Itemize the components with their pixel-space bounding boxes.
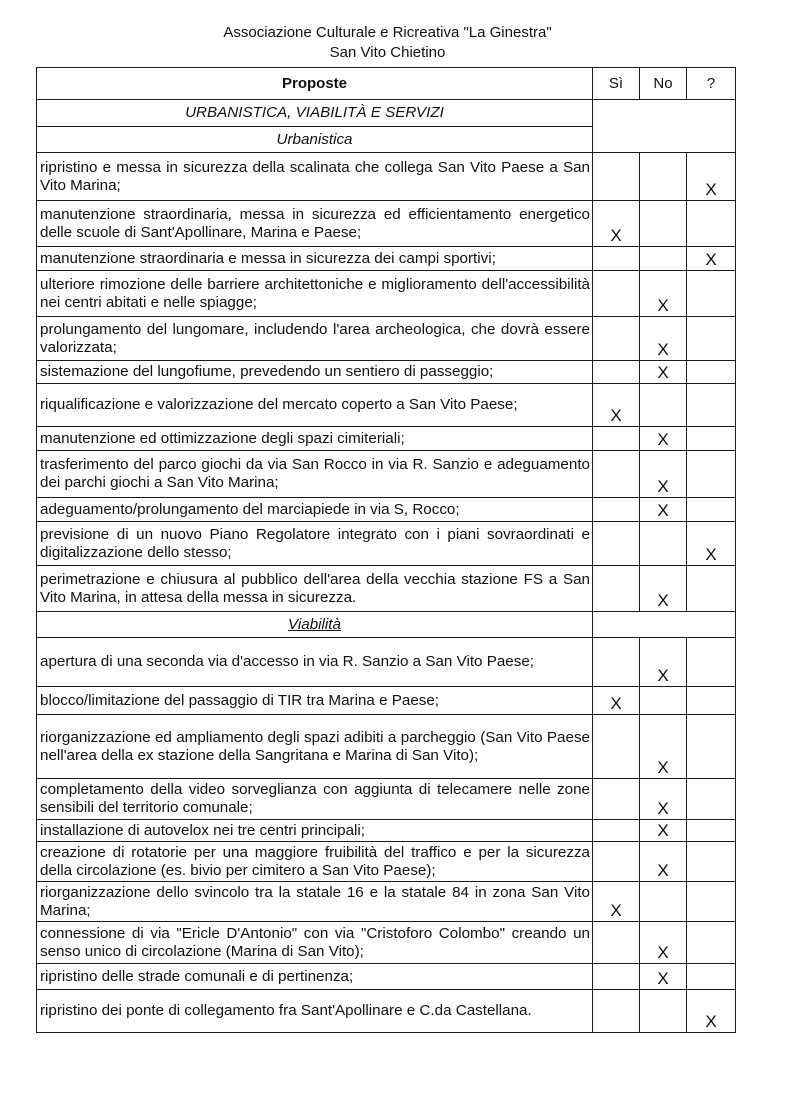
vote-cell-unknown: [687, 779, 736, 820]
vote-cell-unknown: [687, 990, 736, 1033]
vote-mark-yes: X: [610, 901, 622, 920]
table-row: [37, 427, 736, 451]
vote-mark-unknown: X: [705, 180, 717, 199]
vote-mark-yes: X: [610, 226, 622, 245]
table-row: [37, 882, 736, 922]
column-header-proposals: Proposte: [37, 68, 593, 100]
table-row: [37, 990, 736, 1033]
vote-cell-no: [640, 922, 687, 964]
proposal-text: completamento della video sorveglianza con aggiunta di telecamere nelle zone sensibili del territorio comunale;: [37, 779, 593, 820]
section-row: [37, 100, 736, 127]
proposals-table: [36, 67, 736, 1033]
column-header-no: No: [640, 68, 687, 100]
table-row: [37, 201, 736, 247]
town-name: San Vito Chietino: [329, 44, 446, 61]
table-row: [37, 566, 736, 612]
table-row: [37, 522, 736, 566]
vote-cell-no: [640, 779, 687, 820]
vote-cell-no: [640, 715, 687, 779]
proposal-text: prolungamento del lungomare, includendo l'area archeologica, che dovrà essere valorizzata;: [37, 317, 593, 361]
table-row: [37, 715, 736, 779]
vote-cell-no: [640, 820, 687, 842]
vote-cell-unknown: [687, 522, 736, 566]
vote-mark-no: X: [657, 296, 669, 315]
vote-cell-unknown: [687, 247, 736, 271]
vote-cell-yes: [593, 247, 640, 271]
group-title: Urbanistica: [37, 127, 593, 153]
vote-cell-yes: [593, 964, 640, 990]
vote-cell-no: [640, 842, 687, 882]
vote-cell-no: [640, 638, 687, 687]
vote-mark-no: X: [657, 477, 669, 496]
vote-cell-no: [640, 384, 687, 427]
vote-cell-no: [640, 566, 687, 612]
table-row: [37, 361, 736, 384]
vote-cell-yes: [593, 638, 640, 687]
vote-cell-no: [640, 427, 687, 451]
group-title-row: [37, 612, 736, 638]
vote-mark-unknown: X: [705, 250, 717, 269]
vote-cell-unknown: [687, 964, 736, 990]
vote-cell-unknown: [687, 384, 736, 427]
vote-mark-yes: X: [610, 694, 622, 713]
proposal-text: creazione di rotatorie per una maggiore fruibilità del traffico e per la sicurezza della circolazione (es. bivio per cimitero a San Vito Paese);: [37, 842, 593, 882]
table-row: [37, 153, 736, 201]
vote-cell-yes: [593, 522, 640, 566]
vote-mark-no: X: [657, 591, 669, 610]
vote-cell-unknown: [687, 638, 736, 687]
group-blank-cell: [593, 612, 736, 638]
group-title: Viabilità: [37, 612, 593, 638]
proposal-text: ripristino delle strade comunali e di pertinenza;: [37, 964, 593, 990]
vote-cell-unknown: [687, 317, 736, 361]
vote-cell-unknown: [687, 451, 736, 498]
table-row: [37, 779, 736, 820]
proposal-text: ulteriore rimozione delle barriere architettoniche e miglioramento dell'accessibilità nei centri abitati e nelle spiagge;: [37, 271, 593, 317]
vote-cell-no: [640, 361, 687, 384]
vote-cell-unknown: [687, 361, 736, 384]
table-row: [37, 638, 736, 687]
vote-mark-yes: X: [610, 406, 622, 425]
vote-cell-unknown: [687, 201, 736, 247]
vote-cell-no: [640, 317, 687, 361]
vote-mark-no: X: [657, 799, 669, 818]
vote-cell-yes: [593, 990, 640, 1033]
vote-cell-no: [640, 271, 687, 317]
vote-cell-yes: [593, 498, 640, 522]
vote-cell-unknown: [687, 882, 736, 922]
vote-cell-no: [640, 451, 687, 498]
vote-cell-no: [640, 990, 687, 1033]
table-row: [37, 247, 736, 271]
vote-cell-yes: [593, 201, 640, 247]
vote-cell-yes: [593, 715, 640, 779]
vote-mark-no: X: [657, 758, 669, 777]
proposals-table-body: [37, 68, 736, 1033]
vote-cell-yes: [593, 566, 640, 612]
vote-mark-unknown: X: [705, 545, 717, 564]
vote-cell-yes: [593, 779, 640, 820]
vote-mark-no: X: [657, 430, 669, 449]
vote-mark-no: X: [657, 821, 669, 840]
table-row: [37, 271, 736, 317]
vote-cell-unknown: [687, 153, 736, 201]
proposal-text: riorganizzazione dello svincolo tra la statale 16 e la statale 84 in zona San Vito Marina;: [37, 882, 593, 922]
vote-cell-unknown: [687, 427, 736, 451]
proposal-text: perimetrazione e chiusura al pubblico dell'area della vecchia stazione FS a San Vito Marina, in attesa della messa in sicurezza.: [37, 566, 593, 612]
table-row: [37, 451, 736, 498]
vote-cell-yes: [593, 842, 640, 882]
proposal-text: riorganizzazione ed ampliamento degli spazi adibiti a parcheggio (San Vito Paese nell'area della ex stazione della Sangritana e Marina di San Vito);: [37, 715, 593, 779]
proposal-text: manutenzione straordinaria e messa in sicurezza dei campi sportivi;: [37, 247, 593, 271]
proposal-text: sistemazione del lungofiume, prevedendo un sentiero di passeggio;: [37, 361, 593, 384]
vote-cell-unknown: [687, 687, 736, 715]
table-row: [37, 820, 736, 842]
vote-cell-no: [640, 964, 687, 990]
vote-cell-unknown: [687, 566, 736, 612]
vote-cell-no: [640, 153, 687, 201]
vote-cell-unknown: [687, 715, 736, 779]
proposal-text: manutenzione straordinaria, messa in sicurezza ed efficientamento energetico delle scuole di Sant'Apollinare, Marina e Paese;: [37, 201, 593, 247]
vote-cell-unknown: [687, 498, 736, 522]
vote-mark-no: X: [657, 861, 669, 880]
proposal-text: riqualificazione e valorizzazione del mercato coperto a San Vito Paese;: [37, 384, 593, 427]
vote-cell-yes: [593, 271, 640, 317]
vote-cell-no: [640, 247, 687, 271]
proposal-text: ripristino e messa in sicurezza della scalinata che collega San Vito Paese a San Vito Marina;: [37, 153, 593, 201]
vote-mark-no: X: [657, 501, 669, 520]
proposal-text: apertura di una seconda via d'accesso in via R. Sanzio a San Vito Paese;: [37, 638, 593, 687]
column-header-unknown: ?: [687, 68, 736, 100]
table-row: [37, 964, 736, 990]
vote-cell-no: [640, 522, 687, 566]
proposal-text: previsione di un nuovo Piano Regolatore integrato con i piani sovraordinati e digitalizzazione dello stesso;: [37, 522, 593, 566]
vote-cell-yes: [593, 153, 640, 201]
vote-cell-yes: [593, 384, 640, 427]
vote-cell-yes: [593, 427, 640, 451]
vote-mark-no: X: [657, 363, 669, 382]
vote-mark-no: X: [657, 666, 669, 685]
vote-cell-yes: [593, 820, 640, 842]
proposal-text: installazione di autovelox nei tre centri principali;: [37, 820, 593, 842]
vote-cell-no: [640, 201, 687, 247]
vote-cell-yes: [593, 882, 640, 922]
section-title: URBANISTICA, VIABILITÀ E SERVIZI: [37, 100, 593, 127]
association-name: Associazione Culturale e Ricreativa "La Ginestra": [223, 24, 552, 41]
vote-mark-no: X: [657, 340, 669, 359]
vote-cell-unknown: [687, 820, 736, 842]
proposal-text: manutenzione ed ottimizzazione degli spazi cimiteriali;: [37, 427, 593, 451]
table-row: [37, 317, 736, 361]
proposal-text: ripristino dei ponte di collegamento fra Sant'Apollinare e C.da Castellana.: [37, 990, 593, 1033]
vote-mark-no: X: [657, 943, 669, 962]
header-row: [37, 68, 736, 100]
vote-cell-yes: [593, 451, 640, 498]
vote-cell-yes: [593, 922, 640, 964]
vote-cell-no: [640, 498, 687, 522]
proposal-text: blocco/limitazione del passaggio di TIR tra Marina e Paese;: [37, 687, 593, 715]
column-header-yes: Sì: [593, 68, 640, 100]
vote-cell-unknown: [687, 922, 736, 964]
proposal-text: trasferimento del parco giochi da via San Rocco in via R. Sanzio e adeguamento dei parchi giochi a San Vito Marina;: [37, 451, 593, 498]
table-row: [37, 498, 736, 522]
vote-cell-yes: [593, 687, 640, 715]
table-row: [37, 687, 736, 715]
proposal-text: connessione di via "Ericle D'Antonio" con via "Cristoforo Colombo" creando un senso unico di circolazione (Marina di San Vito);: [37, 922, 593, 964]
section-blank-cell: [593, 100, 736, 153]
table-row: [37, 384, 736, 427]
table-row: [37, 922, 736, 964]
vote-cell-unknown: [687, 271, 736, 317]
vote-cell-no: [640, 882, 687, 922]
vote-cell-yes: [593, 361, 640, 384]
vote-cell-yes: [593, 317, 640, 361]
vote-cell-no: [640, 687, 687, 715]
vote-mark-unknown: X: [705, 1012, 717, 1031]
vote-cell-unknown: [687, 842, 736, 882]
vote-mark-no: X: [657, 969, 669, 988]
proposal-text: adeguamento/prolungamento del marciapiede in via S, Rocco;: [37, 498, 593, 522]
table-row: [37, 842, 736, 882]
